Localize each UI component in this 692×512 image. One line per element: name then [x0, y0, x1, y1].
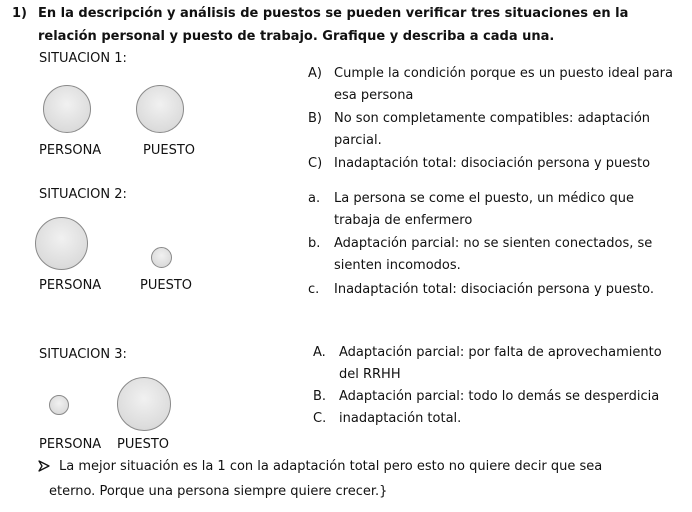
situation-3-title: SITUACION 3:: [39, 347, 127, 362]
option-line: parcial.: [334, 133, 382, 148]
option-line: del RRHH: [339, 367, 401, 382]
situation-3-puesto-label: PUESTO: [117, 437, 169, 452]
question-line-2: relación personal y puesto de trabajo. Grafique y describa a cada una.: [38, 29, 555, 44]
option-line: sienten incomodos.: [334, 258, 461, 273]
option-line: Adaptación parcial: todo lo demás se desperdicia: [339, 389, 660, 404]
option-line: Inadaptación total: disociación persona y puesto: [334, 156, 651, 171]
situation-3-puesto-circle: [117, 377, 171, 431]
option-marker: B.: [313, 389, 327, 404]
conclusion-line-2: eterno. Porque una persona siempre quiere crecer.}: [49, 484, 388, 499]
option-marker: a.: [308, 191, 321, 206]
option-line: La persona se come el puesto, un médico que: [334, 191, 634, 206]
situation-2-title: SITUACION 2:: [39, 187, 127, 202]
option-marker: C): [308, 156, 323, 171]
situation-1-persona-label: PERSONA: [39, 143, 102, 158]
situation-2-puesto-label: PUESTO: [140, 278, 192, 293]
question-number: 1): [12, 6, 27, 21]
option-line: Adaptación parcial: por falta de aprovechamiento: [339, 345, 662, 360]
option-marker: B): [308, 111, 322, 126]
option-line: Cumple la condición porque es un puesto ideal para: [334, 66, 673, 81]
option-line: esa persona: [334, 88, 414, 103]
option-marker: A): [308, 66, 322, 81]
situation-1-title: SITUACION 1:: [39, 51, 127, 66]
situation-2-puesto-circle: [151, 247, 172, 268]
conclusion-line-1: La mejor situación es la 1 con la adaptación total pero esto no quiere decir que sea: [59, 459, 603, 474]
option-marker: C.: [313, 411, 327, 426]
option-line: Inadaptación total: disociación persona y puesto.: [334, 282, 654, 297]
situation-1-puesto-circle: [136, 85, 184, 133]
option-line: No son completamente compatibles: adaptación: [334, 111, 651, 126]
arrow-bullet-icon: [38, 460, 50, 475]
question-line-1: En la descripción y análisis de puestos se pueden verificar tres situaciones en la: [38, 6, 629, 21]
situation-3-persona-label: PERSONA: [39, 437, 102, 452]
option-marker: c.: [308, 282, 320, 297]
situation-2-persona-label: PERSONA: [39, 278, 102, 293]
situation-3-persona-circle: [49, 395, 69, 415]
arrow-bullet-icon-svg: [38, 460, 50, 472]
situation-2-persona-circle: [35, 217, 88, 270]
situation-1-puesto-label: PUESTO: [143, 143, 195, 158]
situation-1-persona-circle: [43, 85, 91, 133]
option-marker: A.: [313, 345, 326, 360]
option-marker: b.: [308, 236, 321, 251]
option-line: trabaja de enfermero: [334, 213, 473, 228]
option-line: Adaptación parcial: no se sienten conectados, se: [334, 236, 653, 251]
option-line: inadaptación total.: [339, 411, 462, 426]
